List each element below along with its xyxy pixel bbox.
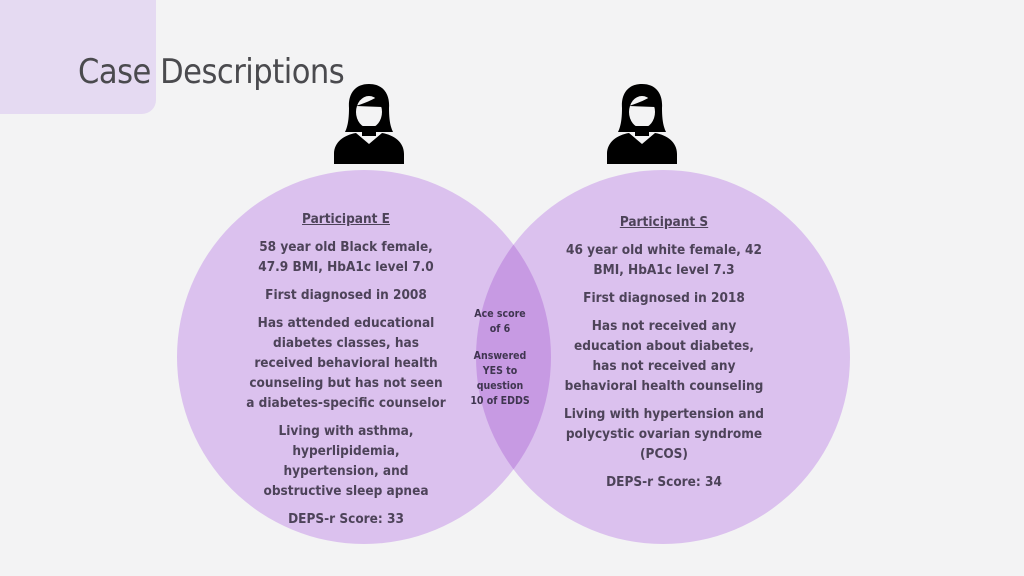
- participant-e-conditions-4: obstructive sleep apnea: [263, 483, 429, 499]
- participant-e-education-1: Has attended educational: [257, 315, 435, 331]
- participant-s-education-1: Has not received any: [591, 318, 737, 334]
- overlap-answered-4: 10 of EDDS: [470, 395, 530, 407]
- participant-e-demographics-2: 47.9 BMI, HbA1c level 7.0: [258, 259, 434, 275]
- participant-s-score: DEPS-r Score: 34: [606, 474, 722, 490]
- participant-s-demographics-1: 46 year old white female, 42: [566, 242, 762, 258]
- participant-s-education-2: education about diabetes,: [574, 338, 754, 354]
- participant-e-score: DEPS-r Score: 33: [288, 511, 404, 527]
- participant-s-education-3: has not received any: [592, 358, 736, 374]
- overlap-answered-3: question: [476, 380, 524, 392]
- participant-e-education-4: counseling but has not seen: [249, 375, 443, 391]
- overlap-ace-2: of 6: [489, 323, 511, 335]
- participant-s-demographics-2: BMI, HbA1c level 7.3: [593, 262, 735, 278]
- participant-e-education-2: diabetes classes, has: [273, 335, 419, 351]
- participant-e-conditions-2: hyperlipidemia,: [292, 443, 400, 459]
- participant-e-conditions-1: Living with asthma,: [278, 423, 414, 439]
- overlap-text: [463, 307, 537, 421]
- participant-e-education-3: received behavioral health: [254, 355, 438, 371]
- participant-s-conditions-2: polycystic ovarian syndrome: [565, 426, 763, 442]
- participant-s-conditions-1: Living with hypertension and: [564, 406, 764, 422]
- overlap-answered-1: Answered: [473, 350, 527, 362]
- overlap-ace-1: Ace score: [474, 308, 526, 320]
- participant-e-text: [216, 209, 476, 537]
- participant-e-demographics-1: 58 year old Black female,: [259, 239, 433, 255]
- participant-e-heading: Participant E: [302, 211, 390, 227]
- participant-s-conditions-3: (PCOS): [640, 446, 688, 462]
- participant-e-diagnosed: First diagnosed in 2008: [265, 287, 427, 303]
- participant-s-education-4: behavioral health counseling: [564, 378, 764, 394]
- participant-s-heading: Participant S: [619, 214, 709, 230]
- participant-s-diagnosed: First diagnosed in 2018: [583, 290, 745, 306]
- participant-s-text: [544, 212, 784, 500]
- page-title: Case Descriptions: [78, 52, 345, 92]
- participant-e-education-5: a diabetes-specific counselor: [246, 395, 446, 411]
- participant-e-conditions-3: hypertension, and: [283, 463, 409, 479]
- overlap-answered-2: YES to: [482, 365, 518, 377]
